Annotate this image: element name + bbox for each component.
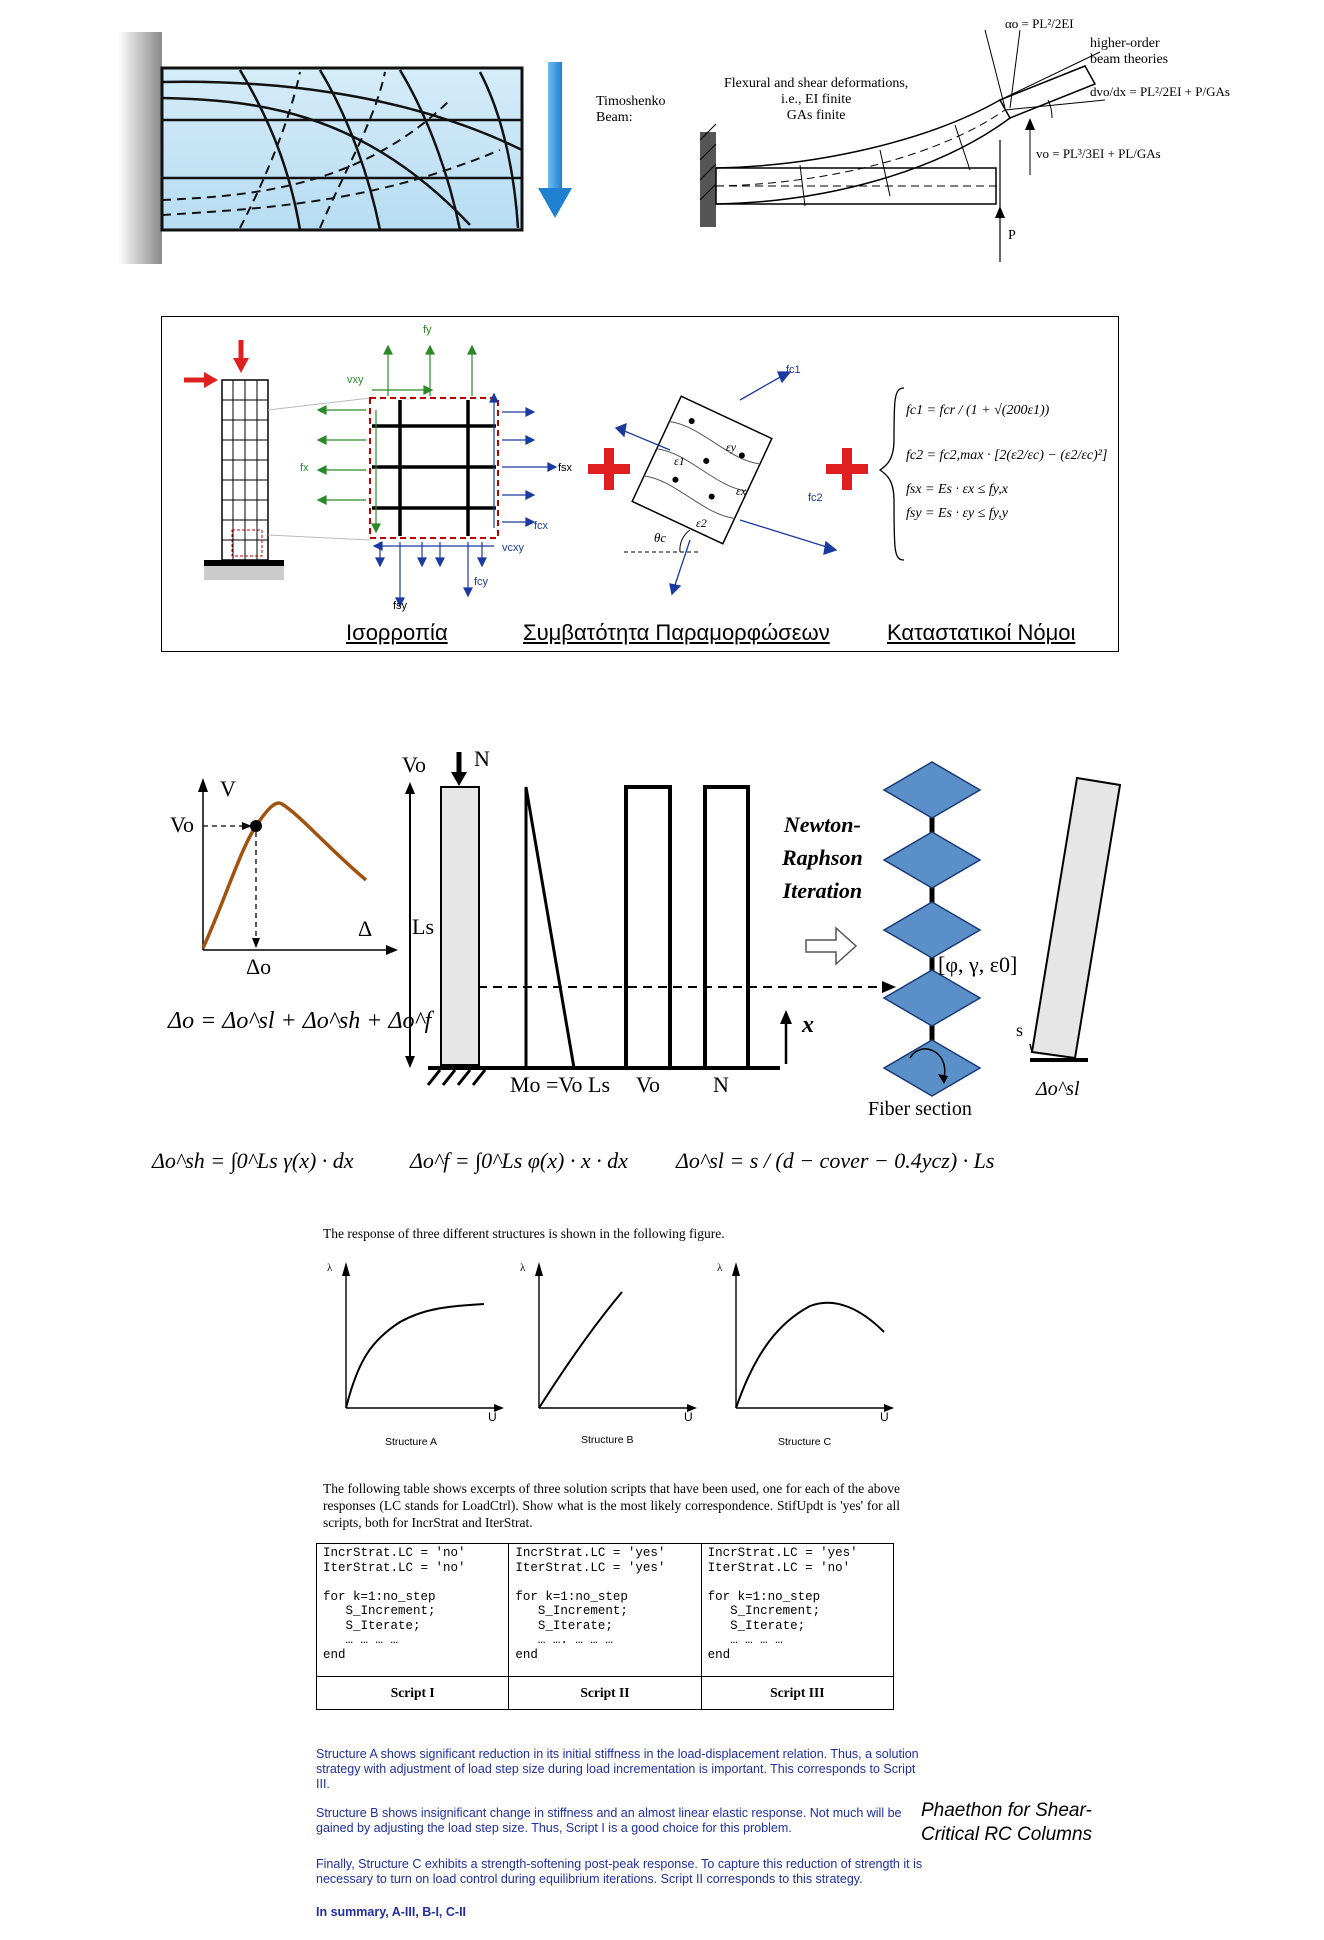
eq-fsx: fsx = Es · εx ≤ fy,x [906,482,1008,497]
question-intro: The response of three different structures is shown in the following figure. [323,1226,725,1241]
slip-deformation-equation: Δo^sl = s / (d − cover − 0.4ycz) · Ls [676,1148,995,1173]
label-ex: εx [736,484,747,498]
eq-fsy: fsy = Es · εy ≤ fy,y [906,506,1008,521]
column-n-label: N [474,746,490,771]
slip-s-label: s [1016,1020,1024,1040]
shear-label: Vo [636,1072,661,1097]
fiber-section-label: Fiber section [868,1098,972,1120]
answer-summary: In summary, A-III, B-I, C-II [316,1905,467,1919]
label-e2: ε2 [696,516,707,530]
script-iii-code: IncrStrat.LC = 'yes' IterStrat.LC = 'no' for k=1:no_step S_Increment; S_Iterate; … … … … end [701,1544,893,1677]
fiber-variables: [φ, γ, ε0] [938,952,1018,977]
curve-delta-o-label: Δo [246,954,272,979]
script-i-code: IncrStrat.LC = 'no' IterStrat.LC = 'no' for k=1:no_step S_Increment; S_Iterate; … … … … end [317,1544,509,1677]
script-i-label: Script I [317,1677,509,1710]
moment-label: Mo =Vo Ls [510,1072,611,1097]
curve-v-label: V [220,776,236,801]
column-vo-label: Vo [402,752,427,777]
curve-vo-label: Vo [170,812,195,837]
label-fc2: fc2 [808,492,823,504]
axis-lambda-c: λ [717,1262,723,1274]
label-theta: θc [654,530,667,545]
curve-delta-label: Δ [358,916,373,941]
x-axis-label: x [802,1012,814,1038]
shear-deformation-equation: Δo^sh = ∫0^Ls γ(x) · dx [152,1148,354,1173]
axis-lambda-b: λ [520,1262,526,1274]
script-iii-label: Script III [701,1677,893,1710]
table-intro: The following table shows excerpts of three solution scripts that have been used, one for each of the above responses (LC stands for LoadCtrl). Show what is the most likely correspondence. StifUpdt is 'yes' for all scripts, both for IncrStrat and IterStrat. [323,1481,900,1530]
deflection-equation: vo = PL³/3EI + PL/GAs [1036,146,1161,161]
label-ey: εy [726,440,737,454]
axial-label: N [713,1072,729,1097]
caption-constitutive: Καταστατικοί Νόμοι [887,620,1076,645]
answer-structure-a: Structure A shows significant reduction in its initial stiffness in the load-displacement relation. Thus, a solution strategy with adjustment of load step size during load incrementation is important. This corresponds to Script III. [316,1747,919,1791]
structure-b-label: Structure B [581,1434,634,1446]
label-fsy: fsy [393,600,408,612]
newton-raphson-label: Newton- Raphson Iteration [782,812,863,903]
label-fc1: fc1 [786,364,801,376]
eq-fc1: fc1 = fcr / (1 + √(200ε1)) [906,403,1050,418]
column-ls-label: Ls [412,914,434,939]
axis-lambda-a: λ [327,1262,333,1274]
axis-u-b: U [684,1410,693,1424]
timoshenko-label: Timoshenko Beam: [596,94,666,125]
label-vxy: vxy [347,374,364,386]
alpha-equation: αo = PL²/2EI [1005,16,1074,31]
slope-equation: dvo/dx = PL²/2EI + P/GAs [1090,84,1230,99]
structure-c-label: Structure C [778,1436,832,1448]
label-e1: ε1 [674,454,685,468]
label-fy: fy [423,324,432,336]
side-caption: Phaethon for Shear- Critical RC Columns [921,1800,1093,1845]
label-fcx: fcx [534,520,549,532]
structure-a-label: Structure A [385,1436,437,1448]
answer-structure-c: Finally, Structure C exhibits a strength-softening post-peak response. To capture this reduction of strength it is necessary to turn on load control during equilibrium iterations. Script II corresponds to this strategy. [316,1857,923,1886]
label-fx: fx [300,462,309,474]
caption-equilibrium: Ισορροπία [346,620,448,645]
delta-equation: Δo = Δo^sl + Δo^sh + Δo^f [168,1008,432,1034]
script-ii-code: IncrStrat.LC = 'yes' IterStrat.LC = 'yes' for k=1:no_step S_Increment; S_Iterate; … …. … … … end [509,1544,701,1677]
scripts-table [316,1543,894,1710]
axis-u-c: U [880,1410,889,1424]
caption-compatibility: Συμβατότητα Παραμορφώσεων [523,620,830,645]
label-vcxy: vcxy [502,542,524,554]
flexure-deformation-equation: Δo^f = ∫0^Ls φ(x) · x · dx [410,1148,628,1173]
slip-delta-label: Δo^sl [1036,1078,1080,1100]
axis-u-a: U [488,1410,497,1424]
answer-structure-b: Structure B shows insignificant change in stiffness and an almost linear elastic response. Not much will be gained by adjusting the load step size. Thus, Script I is a good choice for this problem. [316,1806,902,1835]
script-ii-label: Script II [509,1677,701,1710]
load-p-label: P [1008,228,1016,243]
higher-order-label: higher-order beam theories [1090,36,1169,67]
eq-fc2: fc2 = fc2,max · [2(ε2/εc) − (ε2/εc)²] [906,448,1108,463]
label-fcy: fcy [474,576,489,588]
deformation-note: Flexural and shear deformations, i.e., EI finite GAs finite [724,76,909,123]
label-fsx: fsx [558,462,573,474]
